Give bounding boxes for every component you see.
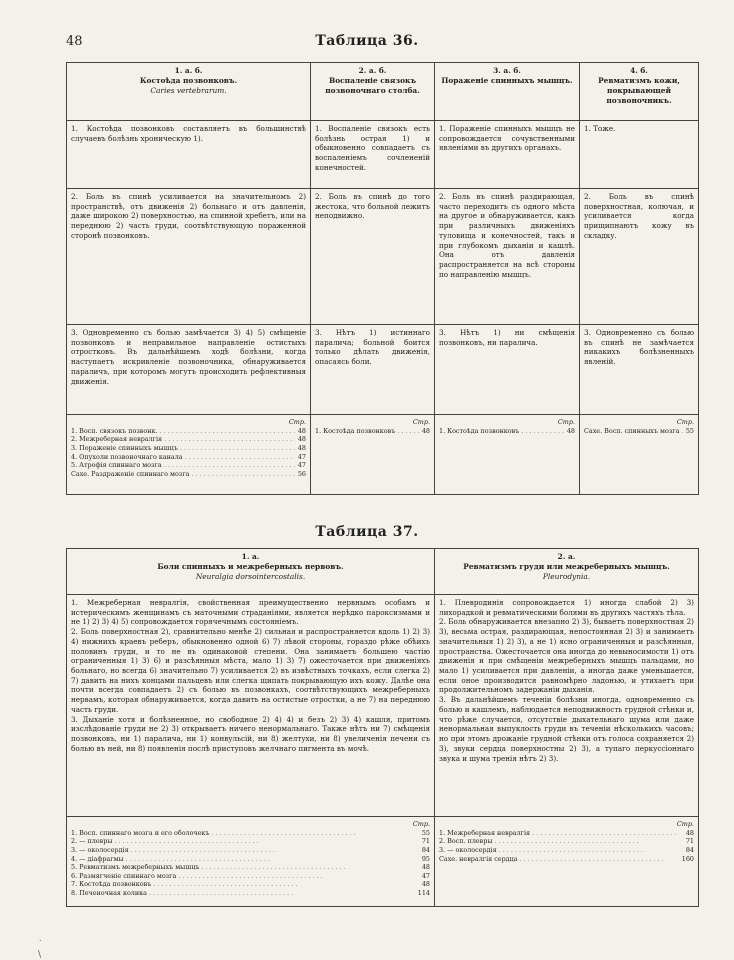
header-title: Ревматизмъ груди или межреберныхъ мышцъ. <box>463 561 670 571</box>
list-item <box>71 872 430 881</box>
ref-label: 2. Восп. плевры . . . <box>439 837 639 846</box>
list-item <box>439 846 694 855</box>
table-37 <box>66 548 699 907</box>
header-latin: Neuralgia dorsointercostalis. <box>195 571 306 581</box>
ref-page: 48 <box>685 828 694 837</box>
ref-page: 55 <box>421 828 430 837</box>
t36-r2-c4: 2. Боль въ спинѣ поверхностная, колючая, и усиливается когда прищипнаютъ кожу въ складку. <box>580 189 699 325</box>
header-title: Пораженіе спинныхъ мышцъ. <box>441 75 573 85</box>
ref-label: 6. Размягченіе спиннаго мозга . . . <box>71 872 323 881</box>
ref-page: 48 <box>297 435 306 444</box>
ref-page: 71 <box>421 837 430 846</box>
list-item <box>439 829 694 838</box>
ref-page: 48 <box>421 426 430 435</box>
table-row <box>67 325 699 415</box>
ref-label: 3. — околосердія . . . <box>71 846 275 855</box>
ref-label: 5. Ревматизмъ межреберныхъ мышцъ . . . <box>71 863 346 872</box>
ref-label: 4. Опухоли позвоночнаго канала . . . <box>71 453 295 462</box>
ref-label: 3. — околосердія . . . <box>439 846 643 855</box>
ref-label: Сахе. Раздраженіе спиннаго мозга . . . <box>71 470 295 479</box>
list-item <box>71 880 430 889</box>
table-36-header-row <box>67 63 699 121</box>
table-37-title: Таблица 37. <box>315 524 419 540</box>
header-number: 2. а. б. <box>358 66 387 75</box>
t37-r1-c1: 1. Межреберная невралгія, свойственная преимущественно нервнымъ особамъ и истерическимъ женщинамъ съ маточными страданіями, является нерѣдко пароксизмами и не 1) 2) 3) 4) 5) сопровождается горячечнымъ состояніемъ. 2. Боль поверхностная 2), сравнительно менѣе 2) сильная и распространяется вдоль 1) 2) 3) 4) нижнихъ краевъ реберъ, обыкновенно одной 6) 7) лѣвой стороны, гораздо рѣже обѣихъ половинъ груди, и то не въ одинаковой степени. Она занимаетъ большею частію ограниченныя 1) 3) 6) и разсѣянныя мѣста, мало 1) 3) 7) ожесточается при движеніяхъ больнаго, но всегда 6) значительно 7) усиливается 2) въ извѣстныхъ точкахъ, если слегка 2) 7) давить на нихъ концами пальцевъ или слегка щипать покрывающую ихъ кожу. Далѣе она почти всегда совпадаетъ 2) съ болью въ позвонкахъ, соотвѣтствующихъ межреберныхъ нервамъ, которая обнаруживается, когда давить на остистые отростки, а не 7) на переднюю часть груди. 3. Дыханіе хотя и болѣзненное, но свободное 2) 4) 4) и безъ 2) 3) 4) кашля, притомъ изслѣдованіе груди не 2) 3) открываетъ ничего ненормальнаго. Также нѣтъ ни 7) смѣщенія позвонковъ, ни 1) паралича, ни 1) конвульсій, ни 8) желтухи, ни 8) увеличенія печени съ болью въ ней, ни 8) появленія послѣ приступовъ желчнаго пигмента въ мочѣ. <box>67 595 435 817</box>
ref-page: 47 <box>297 452 306 461</box>
t36-header-col1 <box>67 63 311 121</box>
ref-page: 160 <box>681 854 694 863</box>
header-title: Воспаленіе связокъ позвоночнаго столба. <box>325 75 420 95</box>
ref-label: 8. Печеночная колика . . . <box>71 889 293 898</box>
ref-page: 47 <box>297 461 306 470</box>
t36-r1-c4: 1. Тоже. <box>580 121 699 189</box>
ref-label: 2. — плевры . . . <box>71 837 259 846</box>
list-item <box>584 427 694 436</box>
header-title: Костоѣда позвонковъ. <box>139 75 238 85</box>
t36-refs-col4 <box>580 415 699 495</box>
header-title: Боли спинныхъ и межреберныхъ нервовъ. <box>157 561 344 571</box>
table-37-header-row <box>67 549 699 595</box>
t37-r1-c2: 1. Плевродинія сопровождается 1) иногда слабой 2) 3) лихорадкой и ревматическими болями въ другихъ частяхъ тѣла. 2. Боль обнаруживается внезапно 2) 3), бываетъ поверхностная 2) 3), весьма острая, раздирающая, непостоянная 2) 3) и занимаетъ значительныя 1) 2) 3), а не 1) ясно ограниченныя и разсѣянныя, пространства. Ожесточается она иногда до невыносимости 1) отъ движенія и при смѣщеніи межреберныхъ мышцъ пальцами, но мало 1) усиливается при давленіи, а иногда даже уменьшается, если оное производится равномѣрно ладонью, и утихаетъ при продолжительномъ задержаніи дыханія. 3. Въ дальнѣйшемъ теченіи болѣзни иногда, одновременно съ болью и кашлемъ, наблюдается неподвижность грудной стѣнки и, что рѣже случается, отсутствіе дыхательнаго шума или даже ненормальная выпуклость груди въ теченіи нѣсколькихъ часовъ; но при этомъ дрожаніе грудной стѣнки отъ голоса сохраняется 2) 3), звуки сердца поверхностны 2) 3), а тупаго перкуссіоннаго звука и шума тренія нѣтъ 2) 3). <box>435 595 699 817</box>
header-latin: Pleurodynia. <box>542 571 591 581</box>
ref-page: 55 <box>685 426 694 435</box>
list-item <box>71 453 306 462</box>
t36-r2-c3: 2. Боль въ спинѣ раздирающая, часто переходитъ съ одного мѣста на другое и обнаруживается, какъ при различныхъ движеніяхъ туловища и конечностей, такъ и при глубокомъ дыханіи и кашлѣ. Она отъ давленія распространяется на всѣ стороны по направленію мышцъ. <box>435 189 580 325</box>
list-item <box>71 444 306 453</box>
list-item <box>71 846 430 855</box>
t36-r1-c2: 1. Воспаленіе связокъ есть болѣзнь острая 1) и обыкновенно совпадаетъ съ воспаленіемъ сочлененій конечностей. <box>311 121 435 189</box>
ref-label: 3. Пораженіе спинныхъ мышцъ . . . <box>71 444 295 453</box>
refs-page-header: Стр. <box>412 820 430 828</box>
header-latin: Caries vertebrarum. <box>150 85 227 95</box>
scan-mark: ˙ \ <box>38 940 43 960</box>
list-item <box>71 837 430 846</box>
t36-refs-col1 <box>67 415 311 495</box>
ref-label: 1. Восп. связокъ позвонк. . . . <box>71 427 295 436</box>
ref-page: 71 <box>685 837 694 846</box>
t36-r3-c2: 3. Нѣтъ 1) истиннаго паралича; больной боится только дѣлать движенія, опасаясь боли. <box>311 325 435 415</box>
ref-label: Сахе. Восп. спинныхъ мозга . . . <box>584 427 683 436</box>
ref-page: 95 <box>421 854 430 863</box>
t36-r2-c1: 2. Боль въ спинѣ усиливается на значительномъ 2) пространствѣ, отъ движенія 2) больнаго и отъ давленія, даже широкою 2) поверхностью, на спинной хребетъ, или на переднюю 2) часть груди, соотвѣтствующую пораженной сторонѣ позвонковъ. <box>67 189 311 325</box>
t37-refs-col1 <box>67 817 435 907</box>
list-item <box>71 855 430 864</box>
ref-page: 114 <box>417 889 430 898</box>
ref-label: Сахе. невралгія сердца . . . <box>439 855 664 864</box>
t37-refs-col2 <box>435 817 699 907</box>
table-row <box>67 595 699 817</box>
list-item <box>315 427 430 436</box>
ref-page: 47 <box>421 871 430 880</box>
ref-label: 4. — діафрагмы . . . <box>71 855 270 864</box>
list-item <box>71 435 306 444</box>
ref-page: 48 <box>566 426 575 435</box>
list-item <box>439 837 694 846</box>
header-number: 1. а. <box>241 552 260 561</box>
ref-label: 1. Восп. спиннаго мозга и его оболочекъ . . . <box>71 829 356 838</box>
ref-page: 56 <box>297 469 306 478</box>
t36-header-col4 <box>580 63 699 121</box>
ref-label: 2. Межреберная невралгія . . . <box>71 435 295 444</box>
refs-page-header: Стр. <box>288 418 306 426</box>
refs-page-header: Стр. <box>676 418 694 426</box>
header-number: 3. а. б. <box>493 66 521 75</box>
table-36 <box>66 62 699 495</box>
ref-label: 1. Костоѣда позвонковъ . . . <box>315 427 419 436</box>
ref-label: 7. Костоѣда позвонковъ . . . <box>71 880 298 889</box>
refs-page-header: Стр. <box>412 418 430 426</box>
ref-page: 84 <box>421 845 430 854</box>
list-item <box>71 461 306 470</box>
header-number: 1. а. б. <box>174 66 203 75</box>
table-36-refs-row <box>67 415 699 495</box>
list-item <box>71 889 430 898</box>
t36-r3-c1: 3. Одновременно съ болью замѣчается 3) 4) 5) смѣщеніе позвонковъ и неправильное направленіе остистыхъ отростковъ. Въ дальнѣйшемъ ходѣ болѣзни, когда наступаетъ искривленіе позвоночника, обнаруживается параличъ, при которомъ могутъ происходить рефлективныя движенія. <box>67 325 311 415</box>
list-item <box>439 427 575 436</box>
t36-r3-c3: 3. Нѣтъ 1) ни смѣщенія позвонковъ, ни паралича. <box>435 325 580 415</box>
table-row <box>67 189 699 325</box>
table-36-title: Таблица 36. <box>315 33 419 49</box>
list-item <box>71 427 306 436</box>
t36-r1-c3: 1. Пораженіе спинныхъ мышцъ не сопровождается сочувственными явленіями въ другихъ органахъ. <box>435 121 580 189</box>
t36-header-col3 <box>435 63 580 121</box>
header-number: 4. б. <box>630 66 648 75</box>
page-number: 48 <box>66 34 83 49</box>
t37-header-col2 <box>435 549 699 595</box>
ref-label: 5. Атрофія спиннаго мозга . . . <box>71 461 295 470</box>
list-item <box>71 829 430 838</box>
refs-page-header: Стр. <box>676 820 694 828</box>
t36-refs-col2 <box>311 415 435 495</box>
ref-page: 48 <box>297 426 306 435</box>
ref-label: 1. Костоѣда позвонковъ . . . <box>439 427 564 436</box>
ref-page: 84 <box>685 845 694 854</box>
t36-r2-c2: 2. Боль въ спинѣ до того жестока, что больной лежитъ неподвижно. <box>311 189 435 325</box>
refs-page-header: Стр. <box>557 418 575 426</box>
t36-header-col2 <box>311 63 435 121</box>
header-number: 2. а. <box>557 552 576 561</box>
list-item <box>71 863 430 872</box>
table-row <box>67 121 699 189</box>
t36-r1-c1: 1. Костоѣда позвонковъ составляетъ въ большинствѣ случаевъ болѣзнь хроническую 1). <box>67 121 311 189</box>
list-item <box>439 855 694 864</box>
ref-page: 48 <box>297 443 306 452</box>
ref-page: 48 <box>421 863 430 872</box>
t37-header-col1 <box>67 549 435 595</box>
ref-label: 1. Межреберная невралгія . . . <box>439 829 676 838</box>
header-title: Ревматизмъ кожи, покрывающей позвоночникъ. <box>598 75 680 105</box>
table-37-refs-row <box>67 817 699 907</box>
t36-r3-c4: 3. Одновременно съ болью въ спинѣ не замѣчается никакихъ болѣзненныхъ явленій. <box>580 325 699 415</box>
t36-refs-col3 <box>435 415 580 495</box>
ref-page: 48 <box>421 880 430 889</box>
list-item <box>71 470 306 479</box>
